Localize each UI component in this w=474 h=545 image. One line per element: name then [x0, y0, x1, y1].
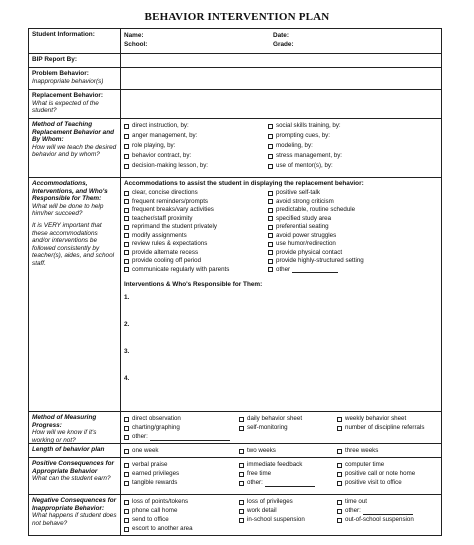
checkbox-frequent-breaks[interactable]: frequent breaks/vary activities	[124, 206, 214, 214]
checkbox-measuring-other[interactable]: other:	[124, 433, 230, 441]
length-row	[29, 444, 441, 458]
checkbox-humor-redirection[interactable]: use humor/redirection	[268, 240, 336, 248]
checkbox-loss-of-privileges[interactable]: loss of privileges	[239, 498, 293, 506]
checkbox-structured-setting[interactable]: provide highly-structured setting	[268, 257, 364, 265]
positive-sub: What can the student earn?	[32, 475, 111, 483]
checkbox-positive-self-talk[interactable]: positive self-talk	[268, 189, 320, 197]
checkbox-verbal-praise[interactable]: verbal praise	[124, 461, 167, 469]
checkbox-communicate-parents[interactable]: communicate regularly with parents	[124, 266, 229, 274]
checkbox-computer-time[interactable]: computer time	[337, 461, 384, 469]
checkbox-out-of-school-suspension[interactable]: out-of-school suspension	[337, 516, 414, 524]
checkbox-self-monitoring[interactable]: self-monitoring	[239, 424, 288, 432]
form-title: BEHAVIOR INTERVENTION PLAN	[144, 11, 330, 23]
checkbox-physical-contact[interactable]: provide physical contact	[268, 249, 342, 257]
measuring-other-line[interactable]	[150, 434, 230, 441]
replacement-behavior-label: Replacement Behavior:	[32, 92, 104, 99]
intervention-number-2: 2.	[124, 321, 130, 328]
measuring-sub: How will we know if it's working or not?	[32, 429, 97, 444]
negative-row	[29, 495, 441, 535]
checkbox-daily-sheet[interactable]: daily behavior sheet	[239, 415, 302, 423]
checkbox-positive-call[interactable]: positive call or note home	[337, 470, 415, 478]
checkbox-role-playing[interactable]: role playing, by:	[124, 142, 175, 150]
checkbox-use-of-mentors[interactable]: use of mentor(s), by:	[268, 162, 333, 170]
checkbox-weekly-sheet[interactable]: weekly behavior sheet	[337, 415, 406, 423]
problem-behavior-sub: Inappropriate behavior(s)	[32, 77, 104, 85]
intervention-number-4: 4.	[124, 375, 130, 382]
problem-behavior-label: Problem Behavior:	[32, 70, 89, 77]
checkbox-loss-of-points[interactable]: loss of points/tokens	[124, 498, 188, 506]
length-label: Length of behavior plan	[29, 444, 121, 457]
checkbox-in-school-suspension[interactable]: in-school suspension	[239, 516, 305, 524]
intervention-number-1: 1.	[124, 294, 130, 301]
checkbox-modify-assignments[interactable]: modify assignments	[124, 232, 187, 240]
problem-behavior-row	[29, 68, 441, 90]
checkbox-direct-observation[interactable]: direct observation	[124, 415, 181, 423]
accommodations-label: Accommodations, Interventions, and Who's Responsible for Them:	[32, 180, 108, 203]
checkbox-time-out[interactable]: time out	[337, 498, 367, 506]
positive-row	[29, 458, 441, 495]
checkbox-modeling[interactable]: modeling, by:	[268, 142, 313, 150]
checkbox-negative-other[interactable]: other:	[337, 507, 413, 515]
checkbox-tangible-rewards[interactable]: tangible rewards	[124, 479, 177, 487]
name-label: Name:	[124, 32, 144, 39]
positive-label: Positive Consequences for Appropriate Behavior	[32, 460, 115, 475]
checkbox-behavior-contract[interactable]: behavior contract, by:	[124, 152, 191, 160]
checkbox-review-rules[interactable]: review rules & expectations	[124, 240, 207, 248]
accommodations-sub2: It is VERY important that these accommodations and/or interventions be followed consistently by teacher(s), aides, and school staff.	[32, 221, 115, 267]
checkbox-preferential-seating[interactable]: preferential seating	[268, 223, 329, 231]
date-label: Date:	[273, 32, 289, 39]
method-teaching-row	[29, 119, 441, 178]
checkbox-cooling-off[interactable]: provide cooling off period	[124, 257, 201, 265]
accommodations-sub1: What will be done to help him/her succeed?	[32, 202, 104, 218]
negative-label: Negative Consequences for Inappropriate Behavior:	[32, 497, 117, 512]
replacement-behavior-sub: What is expected of the student?	[32, 99, 99, 115]
replacement-behavior-field[interactable]	[121, 90, 441, 118]
checkbox-one-week[interactable]: one week	[124, 447, 159, 455]
checkbox-direct-instruction[interactable]: direct instruction, by:	[124, 122, 189, 130]
checkbox-immediate-feedback[interactable]: immediate feedback	[239, 461, 302, 469]
bip-report-row	[29, 54, 441, 68]
accommodations-row	[29, 178, 441, 412]
bip-report-label: BIP Report By:	[29, 54, 121, 67]
student-info-row	[29, 29, 441, 54]
positive-other-line[interactable]	[265, 480, 315, 487]
interventions-heading: Interventions & Who's Responsible for Them:	[124, 281, 263, 288]
checkbox-escort-another-area[interactable]: escort to another area	[124, 525, 193, 533]
checkbox-charting[interactable]: charting/graphing	[124, 424, 180, 432]
checkbox-avoid-criticism[interactable]: avoid strong criticism	[268, 198, 334, 206]
problem-behavior-field[interactable]	[121, 68, 441, 89]
bip-report-field[interactable]	[121, 54, 441, 67]
checkbox-earned-privileges[interactable]: earned privileges	[124, 470, 179, 478]
checkbox-three-weeks[interactable]: three weeks	[337, 447, 378, 455]
checkbox-phone-call-home[interactable]: phone call home	[124, 507, 177, 515]
negative-other-line[interactable]	[363, 508, 413, 515]
checkbox-two-weeks[interactable]: two weeks	[239, 447, 276, 455]
checkbox-anger-management[interactable]: anger management, by:	[124, 132, 197, 140]
replacement-behavior-row	[29, 90, 441, 119]
checkbox-stress-management[interactable]: stress management, by:	[268, 152, 342, 160]
accommodations-other-line[interactable]	[292, 266, 338, 273]
checkbox-work-detail[interactable]: work detail	[239, 507, 277, 515]
checkbox-teacher-proximity[interactable]: teacher/staff proximity	[124, 215, 192, 223]
measuring-row	[29, 412, 441, 444]
checkbox-positive-visit[interactable]: positive visit to office	[337, 479, 402, 487]
intervention-number-3: 3.	[124, 348, 130, 355]
checkbox-discipline-referrals[interactable]: number of discipline referrals	[337, 424, 424, 432]
checkbox-clear-directions[interactable]: clear, concise directions	[124, 189, 198, 197]
checkbox-avoid-power-struggles[interactable]: avoid power struggles	[268, 232, 336, 240]
grade-label: Grade:	[273, 41, 294, 48]
student-info-label: Student Information:	[29, 29, 121, 53]
checkbox-alternate-recess[interactable]: provide alternate recess	[124, 249, 198, 257]
checkbox-send-to-office[interactable]: send to office	[124, 516, 169, 524]
checkbox-accommodations-other[interactable]: other	[268, 266, 338, 274]
checkbox-decision-making[interactable]: decision-making lesson, by:	[124, 162, 208, 170]
school-label: School:	[124, 41, 148, 48]
behavior-intervention-form	[28, 28, 442, 536]
checkbox-reprimand-privately[interactable]: reprimand the student privately	[124, 223, 217, 231]
negative-sub: What happens if student does not behave?	[32, 512, 117, 527]
checkbox-routine-schedule[interactable]: predictable, routine schedule	[268, 206, 355, 214]
checkbox-social-skills[interactable]: social skills training, by:	[268, 122, 341, 130]
checkbox-frequent-reminders[interactable]: frequent reminders/prompts	[124, 198, 208, 206]
checkbox-positive-other[interactable]: other:	[239, 479, 315, 487]
checkbox-prompting-cues[interactable]: prompting cues, by:	[268, 132, 330, 140]
method-teaching-sub: How will we teach the desired behavior and by whom?	[32, 143, 117, 159]
measuring-label: Method of Measuring Progress:	[32, 414, 97, 429]
method-teaching-label: Method of Teaching Replacement Behavior and By Whom:	[32, 121, 115, 144]
checkbox-free-time[interactable]: free time	[239, 470, 271, 478]
checkbox-study-area[interactable]: specified study area	[268, 215, 331, 223]
accommodations-heading: Accommodations to assist the student in displaying the replacement behavior:	[124, 180, 364, 187]
